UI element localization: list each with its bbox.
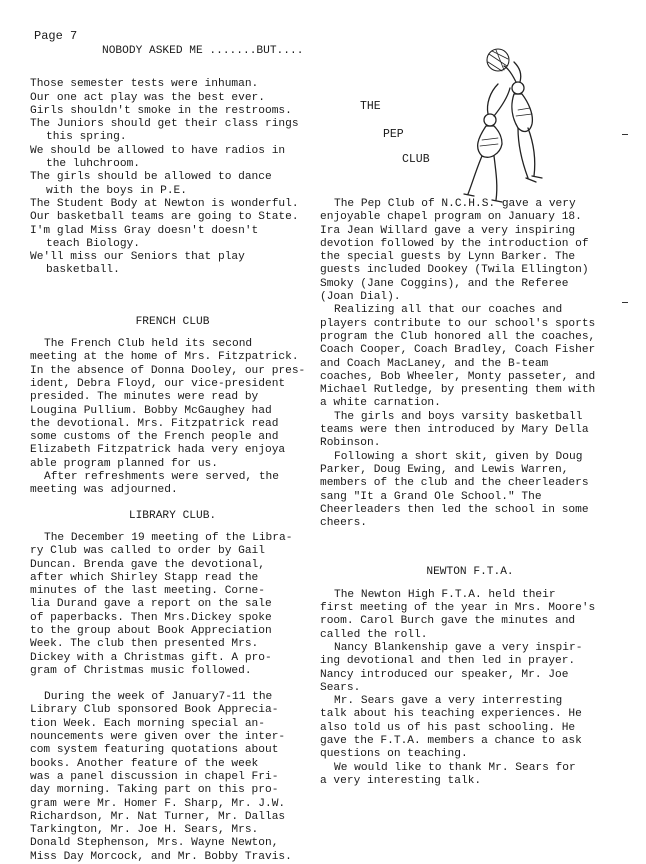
- library-text-line: of paperbacks. Then Mrs.Dickey spoke: [30, 611, 272, 624]
- nobody-asked-list: [30, 78, 315, 277]
- library-text-line: day morning. Taking part on this pro-: [30, 784, 279, 797]
- library-text-line: Tarkington, Mr. Joe H. Sears, Mrs.: [30, 824, 259, 837]
- library-text-line: gram of Christmas music followed.: [30, 664, 252, 677]
- fta-text-line: Sears.: [320, 681, 361, 694]
- pep-text-line: coaches, Bob Wheeler, Monty passeter, and: [320, 370, 596, 383]
- fta-text-line: talk about his teaching experiences. He: [320, 708, 582, 721]
- nobody-asked-line: The Student Body at Newton is wonderful.: [30, 197, 299, 210]
- left-column: [30, 45, 315, 864]
- nobody-asked-line: basketball.: [46, 264, 120, 277]
- nobody-asked-line: I'm glad Miss Gray doesn't doesn't: [30, 224, 259, 237]
- french-text-line: ident, Debra Floyd, our vice-president: [30, 377, 286, 390]
- fta-text-line: questions on teaching.: [320, 748, 468, 761]
- pep-text-line: Ira Jean Willard gave a very inspiring: [320, 224, 576, 237]
- french-paragraph: [30, 471, 315, 498]
- fta-text-line: a very interesting talk.: [320, 774, 482, 787]
- pep-text-line: sang "It a Grand Ole School." The: [320, 490, 542, 503]
- library-text-line: after which Shirley Stapp read the: [30, 571, 259, 584]
- fta-heading: NEWTON F.T.A.: [426, 566, 514, 579]
- french-text-line: The French Club held its second: [44, 338, 253, 351]
- fta-text-line: Nancy Blankenship gave a very inspir-: [334, 641, 583, 654]
- library-paragraph: [30, 691, 315, 864]
- fta-paragraph: [320, 642, 620, 695]
- library-text-line: to the group about Book Appreciation: [30, 624, 272, 637]
- fta-text-line: gave the F.T.A. members a chance to ask: [320, 734, 582, 747]
- pep-text-line: Smoky (Jane Coggins), and the Referee: [320, 277, 569, 290]
- french-text-line: presided. The minutes were read by: [30, 391, 259, 404]
- french-text-line: After refreshments were served, the: [44, 471, 279, 484]
- pep-text-line: players contribute to our school's sports: [320, 317, 596, 330]
- fta-text-line: Mr. Sears gave a very interresting: [334, 695, 563, 708]
- french-text-line: Elizabeth Fitzpatrick hada very enjoya: [30, 444, 286, 457]
- french-text-line: the devotional. Mrs. Fitzpatrick read: [30, 417, 279, 430]
- french-text-line: meeting at the home of Mrs. Fitzpatrick.: [30, 351, 299, 364]
- pep-text-line: Following a short skit, given by Doug: [334, 450, 583, 463]
- nobody-asked-line: with the boys in P.E.: [46, 184, 187, 197]
- fta-text-line: room. Carol Burch gave the minutes and: [320, 615, 576, 628]
- french-text-line: able program planned for us.: [30, 457, 218, 470]
- basketball-players-illustration: [452, 44, 562, 214]
- french-club-heading: FRENCH CLUB: [135, 315, 210, 328]
- pep-text-line: Cheerleaders then led the school in some: [320, 503, 589, 516]
- library-text-line: Library Club sponsored Book Apprecia-: [30, 704, 279, 717]
- library-text-line: Dickey with a Christmas gift. A pro-: [30, 651, 272, 664]
- library-text-line: ry Club was called to order by Gail: [30, 545, 265, 558]
- pep-text-line: cheers.: [320, 517, 367, 530]
- library-text-line: tion Week. Each morning special an-: [30, 717, 265, 730]
- pep-text-line: members of the club and the cheerleaders: [320, 477, 589, 490]
- page-number: Page 7: [34, 29, 78, 43]
- fta-text-line: The Newton High F.T.A. held their: [334, 588, 556, 601]
- french-text-line: some customs of the French people and: [30, 431, 279, 444]
- nobody-asked-line: this spring.: [46, 131, 127, 144]
- library-text-line: The December 19 meeting of the Libra-: [44, 531, 293, 544]
- pep-text-line: Coach Cooper, Coach Bradley, Coach Fisher: [320, 344, 596, 357]
- pep-title-club: CLUB: [402, 153, 430, 166]
- library-text-line: Miss Day Morcock, and Mr. Bobby Travis.: [30, 850, 292, 863]
- pep-title-pep: PEP: [383, 128, 404, 141]
- fta-paragraph: [320, 695, 620, 761]
- pep-text-line: teams were then introduced by Mary Della: [320, 424, 589, 437]
- fta-text-line: Nancy introduced our speaker, Mr. Joe: [320, 668, 569, 681]
- library-text-line: books. Another feature of the week: [30, 757, 259, 770]
- pep-paragraph: [320, 304, 620, 410]
- pep-text-line: the special guests by Lynn Barker. The: [320, 251, 576, 264]
- pep-title-the: THE: [360, 100, 381, 113]
- library-text-line: com system featuring quotations about: [30, 744, 279, 757]
- french-paragraph: [30, 338, 315, 471]
- nobody-asked-line: Those semester tests were inhuman.: [30, 78, 259, 91]
- library-club-heading: LIBRARY CLUB.: [128, 509, 217, 522]
- right-column: [320, 198, 620, 788]
- library-text-line: minutes of the last meeting. Corne-: [30, 585, 265, 598]
- fta-text-line: called the roll.: [320, 628, 428, 641]
- library-text-line: Duncan. Brenda gave the devotional,: [30, 558, 265, 571]
- fta-text-line: We would like to thank Mr. Sears for: [334, 761, 576, 774]
- library-paragraph: [30, 532, 315, 678]
- french-text-line: meeting was adjourned.: [30, 484, 178, 497]
- margin-mark: [622, 134, 628, 135]
- margin-mark: [622, 302, 628, 303]
- fta-text-line: ing devotional and then led in prayer.: [320, 655, 576, 668]
- french-text-line: In the absence of Donna Dooley, our pres-: [30, 364, 306, 377]
- fta-paragraph: [320, 762, 620, 789]
- fta-paragraph: [320, 589, 620, 642]
- nobody-asked-line: We'll miss our Seniors that play: [30, 251, 245, 264]
- library-club-article: [30, 532, 315, 864]
- pep-paragraph: [320, 451, 620, 531]
- nobody-asked-line: the luhchroom.: [46, 158, 140, 171]
- library-text-line: Donald Stephenson, Mrs. Wayne Newton,: [30, 837, 279, 850]
- pep-text-line: Robinson.: [320, 437, 381, 450]
- fta-text-line: first meeting of the year in Mrs. Moore's: [320, 602, 596, 615]
- pep-paragraph: [320, 198, 620, 304]
- library-text-line: Richardson, Mr. Nat Turner, Mr. Dallas: [30, 810, 286, 823]
- pep-text-line: devotion followed by the introduction of: [320, 237, 589, 250]
- pep-text-line: a white carnation.: [320, 397, 441, 410]
- pep-text-line: Michael Rutledge, by presenting them with: [320, 384, 596, 397]
- fta-article: [320, 589, 620, 788]
- nobody-asked-line: The Juniors should get their class rings: [30, 118, 299, 131]
- library-text-line: gram were Mr. Homer F. Sharp, Mr. J.W.: [30, 797, 286, 810]
- pep-text-line: The Pep Club of N.C.H.S. gave a very: [334, 198, 576, 210]
- pep-text-line: guests included Dookey (Twila Ellington): [320, 264, 589, 277]
- library-text-line: lia Durand gave a report on the sale: [30, 598, 272, 611]
- pep-text-line: enjoyable chapel program on January 18.: [320, 211, 582, 224]
- pep-text-line: program the Club honored all the coaches,: [320, 330, 596, 343]
- pep-text-line: and Coach MacLaney, and the B-team: [320, 357, 549, 370]
- pep-text-line: Parker, Doug Ewing, and Lewis Warren,: [320, 463, 569, 476]
- nobody-asked-line: The girls should be allowed to dance: [30, 171, 272, 184]
- pep-club-article: [320, 198, 620, 530]
- french-text-line: Lougina Pullium. Bobby McGaughey had: [30, 404, 272, 417]
- nobody-asked-line: Girls shouldn't smoke in the restrooms.: [30, 104, 292, 117]
- nobody-asked-line: Our one act play was the best ever.: [30, 91, 265, 104]
- nobody-asked-line: Our basketball teams are going to State.: [30, 211, 299, 224]
- nobody-asked-title: NOBODY ASKED ME .......BUT....: [102, 45, 304, 57]
- pep-text-line: (Joan Dial).: [320, 291, 401, 304]
- pep-paragraph: [320, 411, 620, 451]
- library-text-line: Week. The club then presented Mrs.: [30, 638, 259, 651]
- library-text-line: During the week of January7-11 the: [44, 691, 273, 704]
- nobody-asked-line: teach Biology.: [46, 237, 140, 250]
- french-club-article: [30, 338, 315, 498]
- pep-text-line: Realizing all that our coaches and: [334, 304, 563, 317]
- nobody-asked-line: We should be allowed to have radios in: [30, 144, 286, 157]
- library-text-line: was a panel discussion in chapel Fri-: [30, 770, 279, 783]
- fta-text-line: also told us of his past schooling. He: [320, 721, 576, 734]
- pep-text-line: The girls and boys varsity basketball: [334, 410, 583, 423]
- library-text-line: nouncements were given over the inter-: [30, 731, 286, 744]
